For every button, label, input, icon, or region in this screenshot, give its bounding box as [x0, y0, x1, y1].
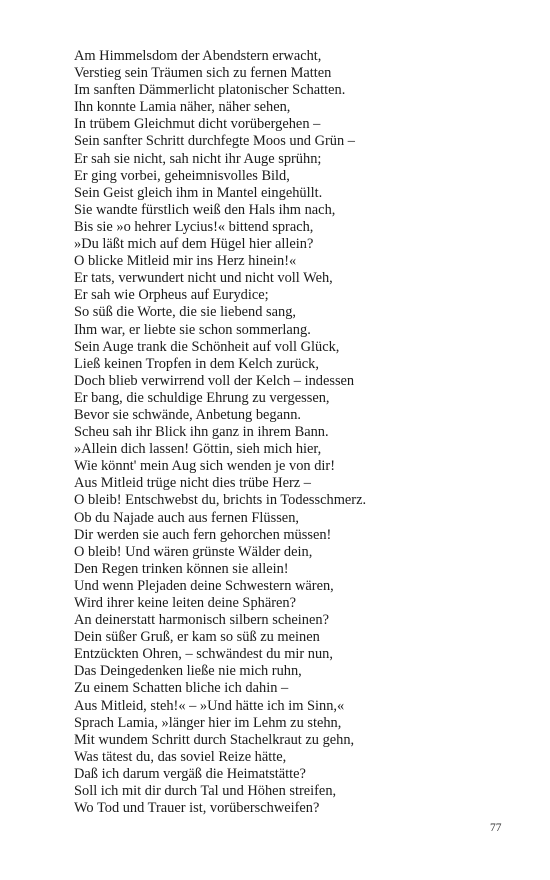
poem-line: Entzückten Ohren, – schwändest du mir nun, — [74, 646, 333, 663]
poem-line: Aus Mitleid trüge nicht dies trübe Herz – — [74, 475, 311, 492]
poem-line: Ihm war, er liebte sie schon sommerlang. — [74, 321, 311, 338]
poem-line: Scheu sah ihr Blick ihn ganz in ihrem Bann. — [74, 424, 329, 441]
poem-line: Bevor sie schwände, Anbetung begann. — [74, 406, 301, 423]
poem-line: Mit wundem Schritt durch Stachelkraut zu gehn, — [74, 731, 355, 748]
poem-line: Ob du Najade auch aus fernen Flüssen, — [74, 509, 299, 526]
poem-line: In trübem Gleichmut dicht vorübergehen – — [74, 116, 321, 133]
poem-line: Er sah wie Orpheus auf Eurydice; — [74, 287, 269, 304]
poem-line: An deinerstatt harmonisch silbern scheinen? — [74, 612, 329, 629]
poem-line: Bis sie »o hehrer Lycius!« bittend sprach, — [74, 218, 314, 235]
poem-line: Dir werden sie auch fern gehorchen müssen! — [74, 526, 332, 543]
poem-line: O blicke Mitleid mir ins Herz hinein!« — [74, 253, 297, 270]
poem-line: Am Himmelsdom der Abendstern erwacht, — [74, 48, 322, 64]
page-number: 77 — [490, 822, 502, 834]
poem-line: Sein Geist gleich ihm in Mantel eingehüllt. — [74, 184, 323, 201]
poem-line: Ihn konnte Lamia näher, näher sehen, — [74, 99, 291, 116]
poem-line: Ließ keinen Tropfen in dem Kelch zurück, — [74, 355, 319, 372]
poem-line: Doch blieb verwirrend voll der Kelch – indessen — [74, 372, 355, 389]
poem-line: Sie wandte fürstlich weiß den Hals ihm nach, — [74, 201, 336, 218]
poem-line: »Allein dich lassen! Göttin, sieh mich hier, — [74, 441, 322, 458]
poem-line: Er tats, verwundert nicht und nicht voll Weh, — [74, 270, 333, 287]
poem-line: Das Deingedenken ließe nie mich ruhn, — [74, 663, 302, 680]
poem-line: O bleib! Entschwebst du, brichts in Todesschmerz. — [74, 492, 367, 509]
poem-line: Im sanften Dämmerlicht platonischer Schatten. — [74, 82, 346, 99]
poem-line: So süß die Worte, die sie liebend sang, — [74, 304, 296, 321]
poem-line: Wie könnt' mein Aug sich wenden je von dir! — [74, 458, 335, 475]
poem-line: Daß ich darum vergäß die Heimatstätte? — [74, 765, 306, 782]
poem-line: »Du läßt mich auf dem Hügel hier allein? — [74, 236, 314, 253]
poem-line: Er bang, die schuldige Ehrung zu vergessen, — [74, 389, 330, 406]
poem-line: Den Regen trinken können sie allein! — [74, 560, 289, 577]
poem-line: Und wenn Plejaden deine Schwestern wären, — [74, 577, 334, 594]
poem-line: Was tätest du, das soviel Reize hätte, — [74, 748, 287, 765]
poem-line: Sein Auge trank die Schönheit auf voll Glück, — [74, 338, 340, 355]
poem-line: Dein süßer Gruß, er kam so süß zu meinen — [74, 629, 320, 646]
poem-line: Wird ihrer keine leiten deine Sphären? — [74, 595, 296, 611]
poem-line: Aus Mitleid, steh!« – »Und hätte ich im Sinn,« — [74, 697, 345, 714]
poem-line: Er ging vorbei, geheimnisvolles Bild, — [74, 167, 290, 184]
poem-line: Wo Tod und Trauer ist, vorüberschweifen? — [74, 800, 320, 817]
poem-line: Zu einem Schatten bliche ich dahin – — [74, 680, 289, 697]
poem-line: Sein sanfter Schritt durchfegte Moos und Grün – — [74, 133, 355, 150]
poem-line: Er sah sie nicht, sah nicht ihr Auge sprühn; — [74, 150, 322, 167]
poem-line: O bleib! Und wären grünste Wälder dein, — [74, 543, 313, 560]
poem-line: Sprach Lamia, »länger hier im Lehm zu stehn, — [74, 714, 342, 731]
poem-text — [74, 48, 514, 817]
poem-line: Soll ich mit dir durch Tal und Höhen streifen, — [74, 783, 337, 800]
poem-line: Verstieg sein Träumen sich zu fernen Matten — [74, 65, 332, 82]
